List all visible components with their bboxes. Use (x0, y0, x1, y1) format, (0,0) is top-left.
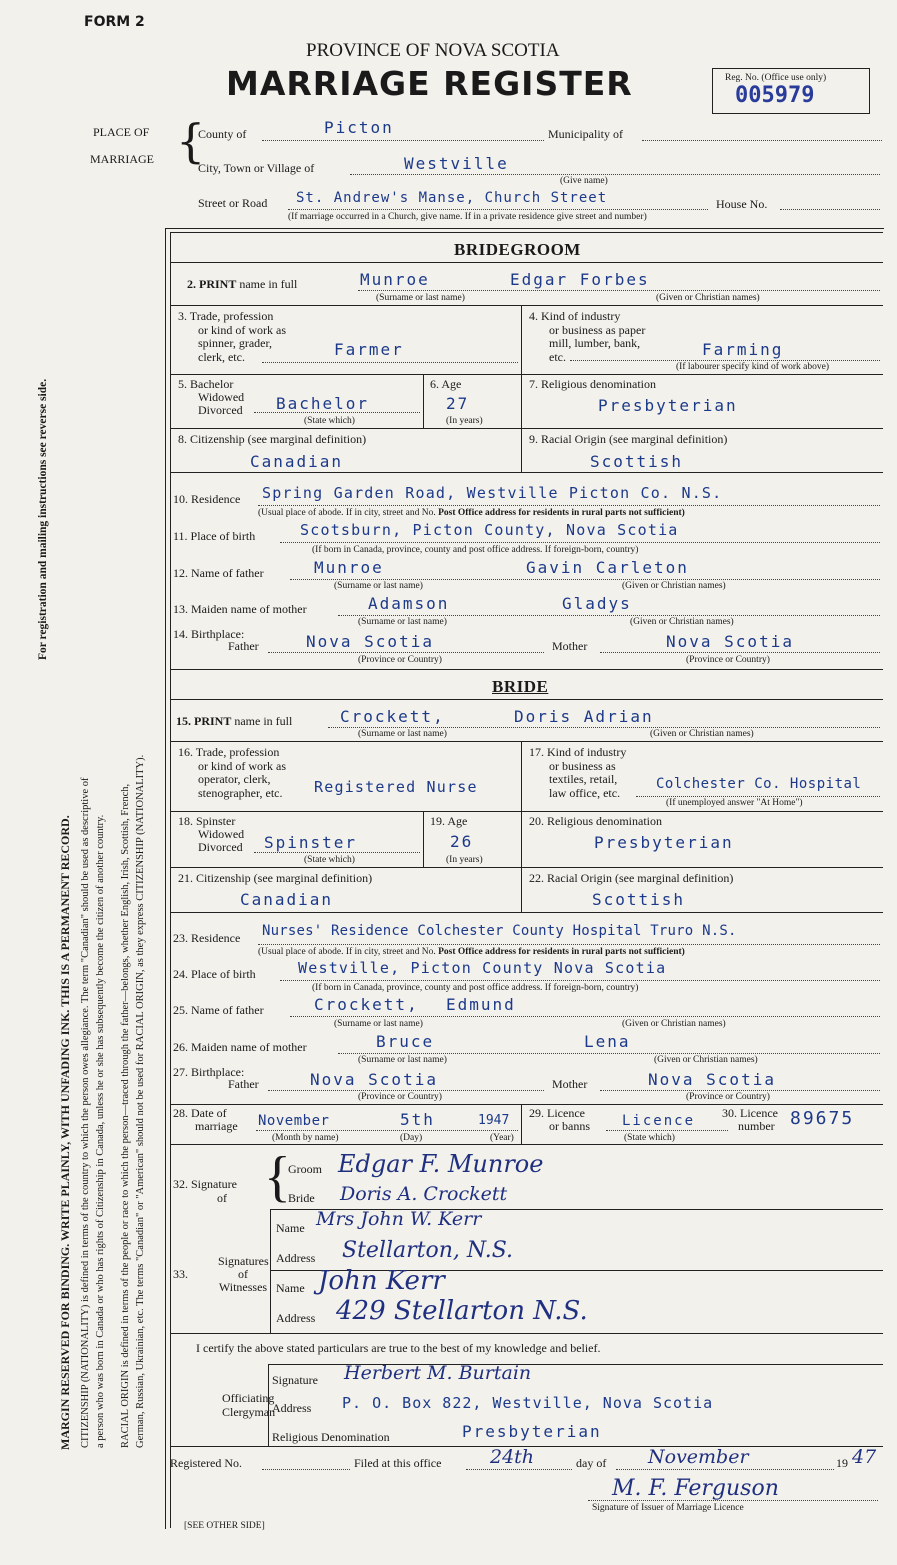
licence-state-which: (State which) (624, 1133, 675, 1143)
bride-state-which: (State which) (304, 855, 355, 865)
groom-mother-given-note: (Given or Christian names) (630, 617, 734, 627)
f23-label: 23. Residence (173, 931, 241, 945)
year-prefix: 19 (836, 1456, 848, 1470)
f4-line2: or business as paper (549, 322, 646, 337)
groom-birthplace-line (280, 542, 880, 543)
f4-line3: mill, lumber, bank, (549, 336, 641, 350)
filed-label: Filed at this office (354, 1456, 442, 1470)
reg-number-label: Reg. No. (Office use only) (725, 73, 827, 83)
place-label-a: PLACE OF (93, 125, 150, 139)
f14-mother-label: Mother (552, 639, 588, 653)
w2-name-label: Name (276, 1281, 305, 1295)
f3-line1: 3. Trade, profession (178, 309, 274, 323)
f10-label: 10. Residence (173, 492, 241, 506)
f27-mother-label: Mother (552, 1077, 588, 1091)
rule-bg-v-age-l (423, 374, 424, 428)
registered-label: Registered No. (170, 1456, 242, 1470)
groom-mother-province-note: (Province or Country) (686, 655, 770, 665)
f4-label (529, 310, 645, 364)
licence-line (606, 1130, 728, 1131)
bride-name-line (328, 727, 880, 728)
sig-brace: { (264, 1146, 291, 1208)
marriage-day: 5th (400, 1110, 435, 1129)
bride-mother-given: Lena (584, 1032, 631, 1051)
bride-residence: Nurses' Residence Colchester County Hospital Truro N.S. (262, 923, 737, 939)
groom-residence: Spring Garden Road, Westville Picton Co. N.S. (262, 484, 723, 502)
industry-line (570, 360, 880, 361)
f3-line3: spinner, grader, (198, 336, 273, 350)
groom-state-which: (State which) (304, 416, 355, 426)
groom-status: Bachelor (276, 394, 370, 413)
page-title: MARRIAGE REGISTER (226, 64, 633, 103)
citizenship-def-line2: a person who was born in Canada or who has rights of Citizenship in Canada, unless he or she has subsequently become the citizen of another country. (95, 814, 106, 1448)
witness-line1: Signatures (218, 1254, 269, 1268)
groom-mother-surname-note: (Surname or last name) (358, 617, 447, 627)
street-note: (If marriage occurred in a Church, give name. If in a private residence give street and number) (288, 212, 647, 222)
groom-signature: Edgar F. Munroe (338, 1150, 544, 1178)
religious-denom-label: Religious Denomination (272, 1430, 390, 1444)
rule-bg-heading (170, 262, 883, 263)
registered-line (262, 1469, 350, 1470)
f5-label (178, 378, 244, 417)
groom-mother-given: Gladys (562, 594, 632, 613)
residence-note-b: Post Office address for residents in rural parts not sufficient) (438, 508, 685, 518)
f29-label (529, 1107, 590, 1133)
bride-surname-note: (Surname or last name) (358, 729, 447, 739)
place-label-b: MARRIAGE (90, 152, 155, 166)
rule-top-inner (170, 232, 883, 233)
f5-line3: Divorced (198, 403, 243, 417)
clergy-sig-label: Signature (272, 1373, 318, 1387)
groom-sig-label: Groom (288, 1162, 322, 1176)
racial-def-line2: German, Russian, Ukrainian, etc. The terms "Canadian" or "American" should not be used for RACIAL ORIGIN, as they express CITIZENSHIP (NATIONALITY). (135, 754, 146, 1448)
house-line (780, 209, 880, 210)
groom-name-line (358, 290, 880, 291)
bride-father-province-note: (Province or Country) (358, 1092, 442, 1102)
f28-label (173, 1107, 238, 1133)
bride-sig-label: Bride (288, 1191, 315, 1205)
groom-father-surname: Munroe (314, 558, 384, 577)
groom-mother-bp-line (600, 652, 880, 653)
witness-label (218, 1255, 268, 1294)
day-of-label: day of (576, 1456, 607, 1470)
groom-birthplace-note: (If born in Canada, province, county and post office address. If foreign-born, country) (312, 545, 639, 555)
f2-name-label: name in full (239, 277, 298, 291)
groom-age: 27 (446, 394, 470, 413)
f2-label (187, 278, 297, 291)
f3-line2: or kind of work as (198, 322, 286, 337)
witness2-address: 429 Stellarton N.S. (336, 1296, 588, 1326)
f17-line4: law office, etc. (549, 785, 621, 800)
street-label: Street or Road (198, 196, 268, 210)
bride-mother-given-note: (Given or Christian names) (654, 1055, 758, 1065)
rule-br-4 (170, 912, 883, 913)
f17-line2: or business as (549, 758, 616, 773)
f14-father-label: Father (228, 639, 259, 653)
groom-father-bp-line (268, 652, 544, 653)
groom-trade: Farmer (334, 340, 404, 359)
groom-religion: Presbyterian (598, 396, 738, 415)
f26-label: 26. Maiden name of mother (173, 1040, 307, 1054)
rule-bg-4 (170, 472, 883, 473)
f6-label: 6. Age (430, 377, 462, 391)
street-line (288, 209, 708, 210)
witness2-name: John Kerr (318, 1266, 445, 1296)
f9-label: 9. Racial Origin (see marginal definition) (529, 432, 728, 446)
rule-br-2 (170, 811, 883, 812)
f30-label (722, 1107, 778, 1133)
marriage-year: 1947 (478, 1113, 510, 1128)
filed-year: 47 (852, 1446, 877, 1468)
groom-father-birthplace: Nova Scotia (306, 632, 434, 651)
groom-age-note: (In years) (446, 416, 483, 426)
officiating-line1: Officiating (222, 1391, 275, 1405)
rule-bg-1 (170, 305, 883, 306)
bride-mother-line (338, 1053, 880, 1054)
f20-label: 20. Religious denomination (529, 814, 662, 828)
rule-br-end (170, 1104, 883, 1105)
bride-residence-note-b: Post Office address for residents in rural parts not sufficient) (438, 947, 685, 957)
municipality-label: Municipality of (548, 127, 623, 141)
year-note: (Year) (490, 1133, 514, 1143)
f4-line4: etc. (549, 349, 566, 364)
bride-surname: Crockett, (340, 707, 445, 726)
f18-line1: 18. Spinster (178, 814, 236, 828)
f12-label: 12. Name of father (173, 566, 264, 580)
f2-print: 2. PRINT (187, 277, 237, 291)
f30-line1: 30. Licence (722, 1106, 778, 1120)
f7-label: 7. Religious denomination (529, 377, 656, 391)
reg-number: 005979 (735, 83, 815, 108)
citizenship-def-line1: CITIZENSHIP (NATIONALITY) is defined in terms of the country to which the person owes allegiance. The term "Canadian" should be used as descriptive of (80, 777, 91, 1448)
residence-note-a: (Usual place of abode. If in city, street and No. (258, 508, 436, 518)
groom-given: Edgar Forbes (510, 270, 650, 289)
bride-residence-note (258, 947, 685, 957)
bride-birthplace: Westville, Picton County Nova Scotia (298, 959, 667, 977)
groom-residence-note (258, 508, 685, 518)
rule-br-3 (170, 867, 883, 868)
f5-line1: 5. Bachelor (178, 377, 234, 391)
margin-text-col1 (36, 250, 51, 1050)
f17-label (529, 746, 626, 800)
bride-residence-line (258, 944, 880, 945)
bride-father-birthplace: Nova Scotia (310, 1070, 438, 1089)
issuer-signature: M. F. Ferguson (612, 1476, 779, 1501)
city-line (350, 174, 880, 175)
bride-given: Doris Adrian (514, 707, 654, 726)
groom-father-given-note: (Given or Christian names) (622, 581, 726, 591)
bride-mother-bp-line (600, 1090, 880, 1091)
county-label: County of (198, 127, 247, 141)
rule-date-v (521, 1104, 522, 1144)
issuer-label: Signature of Issuer of Marriage Licence (592, 1503, 744, 1513)
racial-def-line1: RACIAL ORIGIN is defined in terms of the people or race to which the person—traced through the father—belongs, whether English, Irish, Scottish, French, (120, 783, 131, 1448)
groom-racial: Scottish (590, 452, 684, 471)
bride-heading: BRIDE (492, 677, 549, 696)
groom-father-given: Gavin Carleton (526, 558, 689, 577)
f15-label (176, 715, 292, 728)
certify-text: I certify the above stated particulars are true to the best of my knowledge and belief. (196, 1341, 601, 1355)
witness1-name: Mrs John W. Kerr (316, 1208, 482, 1230)
rule-clergy-left (268, 1364, 269, 1446)
w2-address-label: Address (276, 1311, 316, 1325)
f24-label: 24. Place of birth (173, 967, 256, 981)
witness-line3: Witnesses (218, 1280, 268, 1294)
f5-line2: Widowed (198, 390, 245, 404)
f18-label (178, 815, 244, 854)
street-value: St. Andrew's Manse, Church Street (296, 190, 608, 206)
f16-line4: stenographer, etc. (198, 785, 283, 800)
rule-bg-end (170, 669, 883, 670)
margin-binding-notice: MARGIN RESERVED FOR BINDING. WRITE PLAINLY, WITH UNFADING INK. THIS IS A PERMANENT RECORD. (58, 815, 72, 1450)
clergy-address-label: Address (272, 1401, 312, 1415)
f21-label: 21. Citizenship (see marginal definition) (178, 871, 373, 885)
bride-residence-note-a: (Usual place of abode. If in city, street and No. (258, 947, 436, 957)
bride-mother-birthplace: Nova Scotia (648, 1070, 776, 1089)
city-value: Westville (404, 154, 509, 173)
municipality-line (642, 140, 882, 141)
bride-birthplace-line (280, 980, 880, 981)
bride-citizenship: Canadian (240, 890, 334, 909)
f11-label: 11. Place of birth (173, 529, 256, 543)
f18-line2: Widowed (198, 827, 245, 841)
margin-text-col1b (58, 815, 73, 1450)
f15-print: 15. PRINT (176, 714, 232, 728)
bride-trade: Registered Nurse (314, 778, 478, 796)
bride-racial: Scottish (592, 890, 686, 909)
f29-line1: 29. Licence (529, 1106, 585, 1120)
bride-father-surname: Crockett, (314, 995, 419, 1014)
industry-note: (If labourer specify kind of work above) (676, 362, 829, 372)
filed-month: November (648, 1446, 749, 1468)
issuer-line (588, 1500, 878, 1501)
groom-mother-birthplace: Nova Scotia (666, 632, 794, 651)
clergy-religion: Presbyterian (462, 1422, 602, 1441)
bride-father-bp-line (268, 1090, 544, 1091)
margin-instructions: For registration and mailing instructions see reverse side. (37, 378, 49, 660)
rule-br-1 (170, 741, 883, 742)
bride-father-given-note: (Given or Christian names) (622, 1019, 726, 1029)
f17-line3: textiles, retail, (549, 772, 618, 786)
bride-mother-province-note: (Province or Country) (686, 1092, 770, 1102)
bride-religion: Presbyterian (594, 833, 734, 852)
f33-num: 33. (173, 1267, 188, 1281)
clergy-address: P. O. Box 822, Westville, Nova Scotia (342, 1394, 714, 1412)
bride-status-line (254, 852, 420, 853)
trade-line (262, 362, 518, 363)
house-label: House No. (716, 197, 768, 211)
f25-label: 25. Name of father (173, 1003, 264, 1017)
groom-father-province-note: (Province or Country) (358, 655, 442, 665)
day-note: (Day) (400, 1133, 423, 1143)
place-brace: { (176, 114, 206, 168)
groom-industry: Farming (702, 340, 784, 359)
clergy-signature: Herbert M. Burtain (344, 1362, 532, 1384)
rule-witness-left (270, 1209, 271, 1333)
city-label: City, Town or Village of (198, 161, 315, 175)
bride-signature: Doris A. Crockett (340, 1183, 508, 1205)
rule-br-v-age-l (423, 811, 424, 867)
f16-line3: operator, clerk, (198, 772, 271, 786)
licence-type: Licence (622, 1113, 696, 1129)
rule-br-heading (170, 699, 883, 700)
groom-surname-note: (Surname or last name) (376, 293, 465, 303)
rule-bg-v1 (521, 305, 522, 472)
f27-father-label: Father (228, 1077, 259, 1091)
rule-date-end (170, 1144, 883, 1145)
groom-given-note: (Given or Christian names) (656, 293, 760, 303)
bride-given-note: (Given or Christian names) (650, 729, 754, 739)
bride-father-line (290, 1016, 880, 1017)
date-line (256, 1130, 518, 1131)
f18-line3: Divorced (198, 840, 243, 854)
f17-line1: 17. Kind of industry (529, 745, 627, 759)
bride-birthplace-note: (If born in Canada, province, county and post office address. If foreign-born, country) (312, 983, 639, 993)
groom-father-line (290, 579, 880, 580)
groom-citizenship: Canadian (250, 452, 344, 471)
f4-line1: 4. Kind of industry (529, 309, 621, 323)
witness1-address: Stellarton, N.S. (342, 1238, 513, 1263)
form-number: FORM 2 (84, 14, 145, 30)
f32-label (173, 1177, 237, 1205)
groom-mother-line (338, 615, 880, 616)
bride-father-given: Edmund (446, 995, 516, 1014)
county-line (262, 140, 544, 141)
rule-bg-2 (170, 374, 883, 375)
f19-label: 19. Age (430, 814, 468, 828)
filed-day-line (466, 1469, 572, 1470)
f8-label: 8. Citizenship (see marginal definition) (178, 432, 367, 446)
bride-father-surname-note: (Surname or last name) (334, 1019, 423, 1029)
groom-surname: Munroe (360, 270, 430, 289)
f15-name-label: name in full (234, 714, 293, 728)
margin-citizenship-def (78, 778, 108, 1448)
f28-line1: 28. Date of (173, 1106, 227, 1120)
rule-br-v1 (521, 741, 522, 912)
rule-bg-3 (170, 428, 883, 429)
f28-line2: marriage (195, 1119, 238, 1133)
province-heading: PROVINCE OF NOVA SCOTIA (306, 40, 560, 61)
f32-line2: of (217, 1191, 227, 1205)
give-name-note: (Give name) (560, 176, 608, 186)
witness-line2: of (238, 1267, 248, 1281)
month-note: (Month by name) (272, 1133, 339, 1143)
f13-label: 13. Maiden name of mother (173, 602, 307, 616)
f30-line2: number (738, 1119, 775, 1133)
groom-birthplace: Scotsburn, Picton County, Nova Scotia (300, 521, 679, 539)
w1-name-label: Name (276, 1221, 305, 1235)
bride-industry-note: (If unemployed answer "At Home") (666, 798, 803, 808)
groom-residence-line (258, 505, 880, 506)
county-value: Picton (324, 118, 394, 137)
f16-line1: 16. Trade, profession (178, 745, 280, 759)
officiating-line2: Clergyman (222, 1405, 276, 1419)
bridegroom-heading: BRIDEGROOM (454, 240, 581, 259)
f29-line2: or banns (549, 1119, 590, 1133)
filed-day: 24th (490, 1446, 535, 1468)
bride-age: 26 (450, 832, 474, 851)
bride-industry-line (636, 796, 880, 797)
f14-label: 14. Birthplace: (173, 627, 245, 641)
groom-father-surname-note: (Surname or last name) (334, 581, 423, 591)
bride-industry: Colchester Co. Hospital (656, 776, 862, 792)
f3-label (178, 310, 286, 364)
filed-month-line (616, 1469, 834, 1470)
f3-line4: clerk, etc. (198, 349, 245, 364)
f16-line2: or kind of work as (198, 758, 286, 773)
bride-status: Spinster (264, 833, 358, 852)
bride-mother-surname-note: (Surname or last name) (358, 1055, 447, 1065)
w1-address-label: Address (276, 1251, 316, 1265)
margin-racial-def (118, 755, 148, 1448)
groom-mother-surname: Adamson (368, 594, 450, 613)
see-other-side: [SEE OTHER SIDE] (184, 1521, 265, 1531)
rule-sig-2 (170, 1333, 883, 1334)
f22-label: 22. Racial Origin (see marginal definition) (529, 871, 734, 885)
reg-number-box (712, 68, 870, 114)
bride-age-note: (In years) (446, 855, 483, 865)
bride-mother-surname: Bruce (376, 1032, 435, 1051)
f32-line1: 32. Signature (173, 1177, 237, 1191)
f16-label (178, 746, 286, 800)
marriage-month: November (258, 1113, 330, 1129)
licence-number: 89675 (790, 1108, 855, 1129)
f27-label: 27. Birthplace: (173, 1065, 245, 1079)
